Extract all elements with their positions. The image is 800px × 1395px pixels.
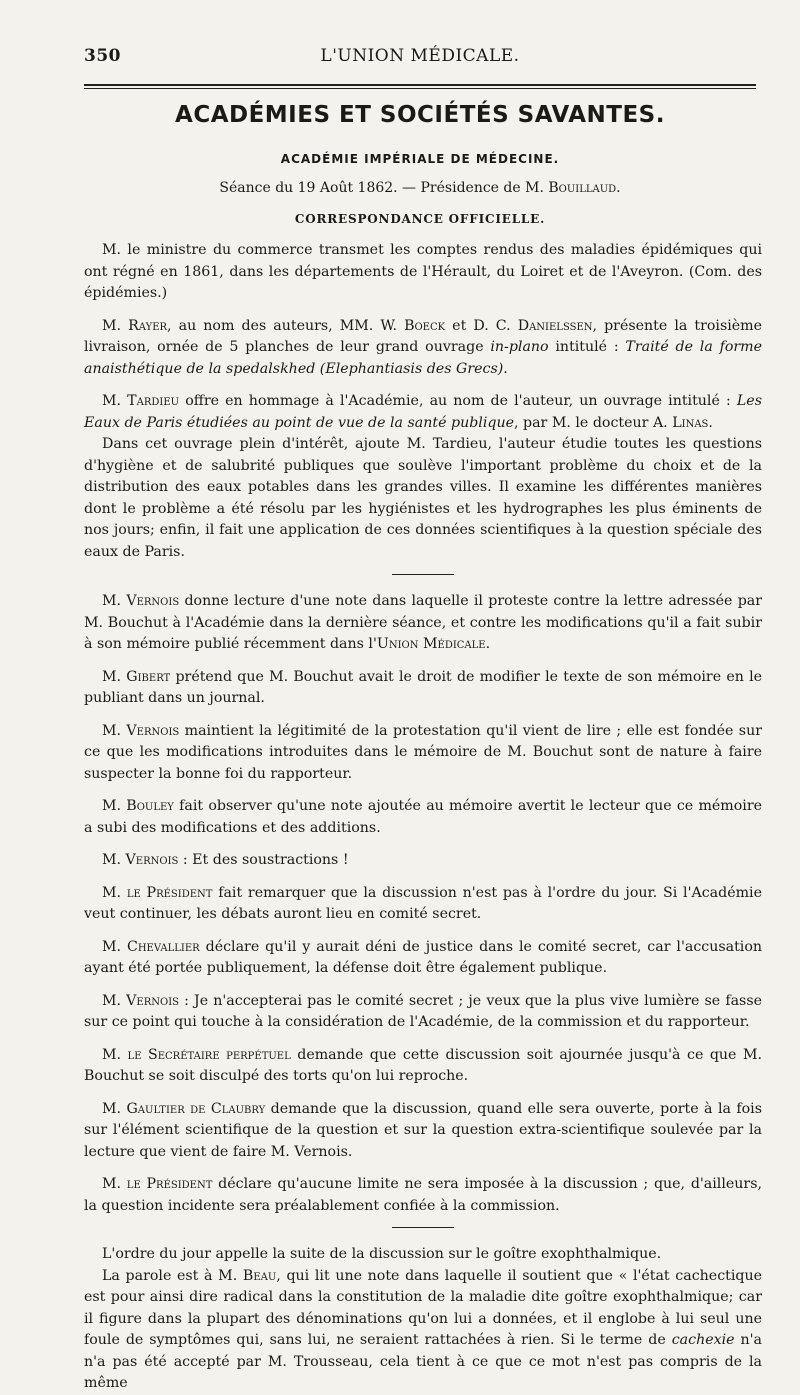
text-run: M. [102,317,129,334]
italic-term: cachexie [671,1332,735,1348]
paragraph-president-ordre [84,883,762,926]
speaker-name: Gaultier de Claubry [126,1100,266,1117]
book-title: Traité de la forme anaisthétique de la spedalskhed (Elephantiasis des Grecs) [84,339,762,377]
correspondence-heading: CORRESPONDANCE OFFICIELLE. [294,212,546,226]
author-name: Boeck [404,317,446,334]
paragraph-tardieu [84,391,762,434]
author-name: Danielssen [517,317,593,334]
text-run: M. [102,992,127,1009]
text-run: déclare qu'aucune limite ne sera imposée à la discussion ; que, d'ailleurs, la question incidente sera préalablement confiée à la commission. [84,1176,762,1214]
text-run: : Et des soustractions ! [178,852,349,868]
speaker-name: Vernois [126,593,180,609]
author-name: Linas [672,414,709,431]
journal-title: L'UNION MÉDICALE. [320,46,520,66]
text-run: M. [102,798,127,814]
text-run: M. [102,593,127,609]
text-run: maintient la légitimité de la protestation qu'il vient de lire ; elle est fondée sur ce que les modifications introduites dans le mémoire de M. Bouchut sont de nature à faire suspecter la bonne foi du rapporteur. [84,722,762,782]
paragraph-ordre-du-jour: L'ordre du jour appelle la suite de la discussion sur le goître exophthalmique. [102,1246,662,1262]
text-run: n'a n'a pas été accepté par M. Trousseau, cela tient à ce que ce mot n'est pas compris de la même [84,1332,762,1391]
paragraph-beau [84,1266,762,1395]
text-run: déclare qu'il y aurait déni de justice dans le comité secret, car l'accusation ayant été portée publiquement, la défense doit être également publique. [84,938,763,976]
text-run: . [503,360,508,377]
text-run: , au nom des auteurs, MM. W. [167,317,405,334]
text-run: et D. C. [445,317,518,334]
academy-name: ACADÉMIE IMPÉRIALE DE MÉDECINE. [280,152,560,166]
text-run: , par M. le docteur A. [514,414,673,431]
speaker-name: Bouley [126,798,174,814]
text-run: fait observer qu'une note ajoutée au mémoire avertit le lecteur que ce mémoire a subi des modifications et des additions. [84,798,763,836]
italic-term: in-plano [490,339,549,355]
paragraph-bouley [84,796,762,839]
text-run: La parole est à M. [102,1267,243,1284]
speaker-name: Tardieu [127,393,180,409]
text-run: M. [102,852,126,868]
text-run: M. [102,393,128,409]
text-run: prétend que M. Bouchut avait le droit de modifier le texte de son mémoire en le publiant dans un journal. [84,668,763,706]
speaker-name: Vernois [126,722,180,739]
speaker-name: Vernois [126,992,179,1009]
text-run: . [485,636,491,652]
session-line [84,180,756,196]
text-run: M. [102,884,127,901]
book-title: Les Eaux de Paris étudiées au point de vue de la santé publique [84,393,762,431]
paragraph-ministre: M. le ministre du commerce transmet les comptes rendus des maladies épidémiques qui ont régné en 1861, dans les départements de l'Hérault, du Loiret et de l'Aveyron. (Com. des épidémies.) [84,242,762,301]
paragraph-secretaire [84,1045,762,1088]
text-run: M. [102,1046,128,1063]
speaker-name: Vernois [125,852,179,868]
journal-name: Union Médicale [376,636,486,652]
paragraph-chevallier [84,937,762,980]
speaker-name: le Secrétaire perpétuel [127,1046,291,1063]
header-rule [84,84,756,89]
text-run: fait remarquer que la discussion n'est pas à l'ordre du jour. Si l'Académie veut continuer, les débats auront lieu en comité secret. [84,884,762,922]
text-run: M. [102,1176,127,1192]
article-body [84,240,762,1395]
speaker-name: le Président [126,1176,213,1192]
paragraph-vernois-legitimite [84,721,762,786]
session-end: . [616,180,621,196]
speaker-name: Chevallier [126,938,200,955]
text-run: demande que la discussion, quand elle sera ouverte, porte à la fois sur l'élément scientifique de la question et sur la question extra-scientifique soulevée par la lecture que vient de faire M. Vernois. [84,1100,762,1160]
section-separator [392,1227,454,1228]
text-run: M. [102,938,127,955]
paragraph-rayer [84,316,762,381]
session-date: Séance du 19 Août 1862. — Présidence de M. [219,180,549,196]
paragraph-gibert [84,667,762,710]
speaker-name: le Président [126,884,213,901]
text-run: , qui lit une note dans laquelle il soutient que « l'état cachectique est pour ainsi dire radical dans la constitution de la maladie dite goître exophthalmique; car il figure dans la plupart des dénominations qu'on lui a données, et il englobe à lui seul une foule de symptômes qui, sans lui, ne seraient rattachées à rien. Si le terme de [84,1267,762,1348]
speaker-name: Rayer [128,317,168,334]
paragraph-eaux-de-paris: Dans cet ouvrage plein d'intérêt, ajoute M. Tardieu, l'auteur étudie toutes les questions d'hygiène et de salubrité publiques que soulève l'important problème du choix et de la distribution des eaux potables dans les grandes villes. Il examine les différentes manières dont le problème a été résolu par les hygiénistes et les hydrographes les plus éminents de nos jours; enfin, il fait une application de ces données scientifiques à la question spéciale des eaux de Paris. [84,436,762,560]
paragraph-gaultier [84,1099,762,1164]
paragraph-president-limite [84,1174,762,1217]
text-run: demande que cette discussion soit ajournée jusqu'à ce que M. Bouchut se soit disculpé des torts qu'on lui reproche. [84,1046,762,1084]
paragraph-vernois-soustractions [84,850,762,872]
session-president: Bouillaud [548,180,617,196]
page-number: 350 [84,46,121,66]
text-run: , présente la troisième livraison, ornée de 5 planches de leur grand ouvrage [84,317,763,355]
text-run: donne lecture d'une note dans laquelle il proteste contre la lettre adressée par M. Bouchut à l'Académie dans la dernière séance, et contre les modifications qu'il a fait subir à son mémoire publié récemment dans l' [84,593,763,652]
text-run: M. [102,1100,127,1117]
text-run: M. [102,668,127,685]
paragraph-vernois-note [84,591,762,656]
running-head [84,46,756,72]
text-run: M. [102,722,127,739]
section-separator [392,574,454,575]
text-run: : Je n'accepterai pas le comité secret ; je veux que la plus vive lumière se fasse sur ce point qui touche à la considération de l'Académie, de la commission et du rapporteur. [84,992,762,1030]
text-run: intitulé : [548,339,626,355]
text-run: . [708,414,713,431]
text-run: offre en hommage à l'Académie, au nom de l'auteur, un ouvrage intitulé : [179,393,737,409]
speaker-name: Gibert [126,668,171,685]
paragraph-vernois-comite [84,991,762,1034]
speaker-name: Beau [242,1267,277,1284]
section-title: ACADÉMIES ET SOCIÉTÉS SAVANTES. [175,102,665,128]
